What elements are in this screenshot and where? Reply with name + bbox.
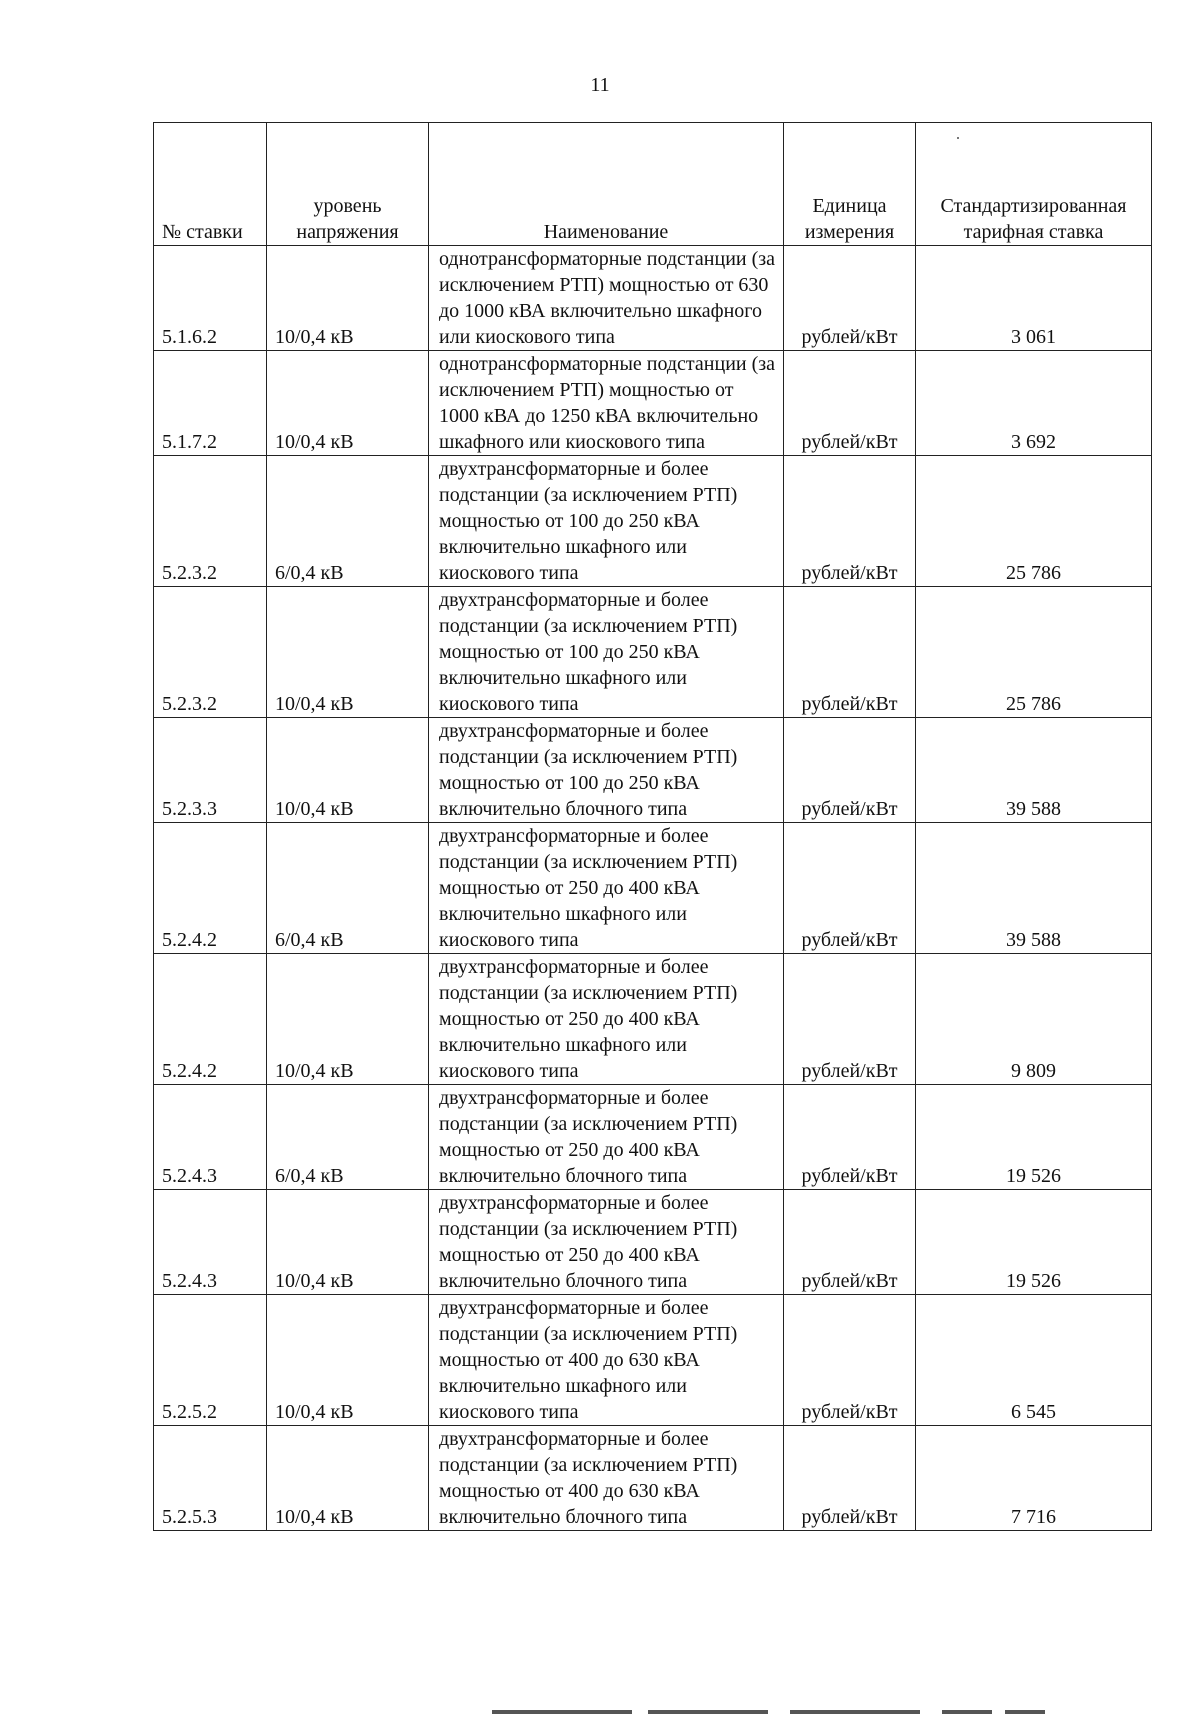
cell-unit: рублей/кВт xyxy=(784,1190,916,1295)
cell-name: однотрансформаторные подстанции (за исключением РТП) мощностью от 1000 кВА до 1250 кВА включительно шкафного или киоскового типа xyxy=(429,351,784,456)
cell-unit: рублей/кВт xyxy=(784,954,916,1085)
header-num: № ставки xyxy=(154,123,267,246)
cell-name: двухтрансформаторные и более подстанции (за исключением РТП) мощностью от 400 до 630 кВА включительно блочного типа xyxy=(429,1426,784,1531)
cell-rate: 6 545 xyxy=(916,1295,1152,1426)
scan-artifact xyxy=(1005,1710,1045,1714)
cell-unit: рублей/кВт xyxy=(784,1295,916,1426)
cell-name: двухтрансформаторные и более подстанции (за исключением РТП) мощностью от 250 до 400 кВА включительно шкафного или киоскового типа xyxy=(429,823,784,954)
cell-voltage: 6/0,4 кВ xyxy=(267,1085,429,1190)
cell-num: 5.2.3.2 xyxy=(154,587,267,718)
table-row xyxy=(154,718,1152,823)
cell-unit: рублей/кВт xyxy=(784,456,916,587)
page-number: 11 xyxy=(590,74,610,96)
header-row xyxy=(154,123,1152,246)
cell-num: 5.2.4.3 xyxy=(154,1190,267,1295)
cell-voltage: 10/0,4 кВ xyxy=(267,1295,429,1426)
cell-rate: 39 588 xyxy=(916,718,1152,823)
scan-artifact xyxy=(942,1710,992,1714)
cell-name: двухтрансформаторные и более подстанции (за исключением РТП) мощностью от 400 до 630 кВА включительно шкафного или киоскового типа xyxy=(429,1295,784,1426)
table-row xyxy=(154,1190,1152,1295)
table-row xyxy=(154,1295,1152,1426)
cell-voltage: 10/0,4 кВ xyxy=(267,587,429,718)
table-header xyxy=(154,123,1152,246)
header-name: Наименование xyxy=(429,123,784,246)
table-row xyxy=(154,1426,1152,1531)
cell-num: 5.2.4.2 xyxy=(154,954,267,1085)
table-body xyxy=(154,246,1152,1531)
cell-unit: рублей/кВт xyxy=(784,823,916,954)
cell-rate: 3 692 xyxy=(916,351,1152,456)
cell-num: 5.2.4.3 xyxy=(154,1085,267,1190)
table-row xyxy=(154,954,1152,1085)
cell-rate: 19 526 xyxy=(916,1085,1152,1190)
scan-artifact xyxy=(648,1710,768,1714)
cell-rate: 25 786 xyxy=(916,587,1152,718)
cell-voltage: 10/0,4 кВ xyxy=(267,351,429,456)
cell-num: 5.2.4.2 xyxy=(154,823,267,954)
cell-name: двухтрансформаторные и более подстанции (за исключением РТП) мощностью от 250 до 400 кВА включительно блочного типа xyxy=(429,1085,784,1190)
cell-voltage: 6/0,4 кВ xyxy=(267,456,429,587)
scan-artifact xyxy=(790,1710,920,1714)
cell-name: двухтрансформаторные и более подстанции (за исключением РТП) мощностью от 250 до 400 кВА включительно шкафного или киоскового типа xyxy=(429,954,784,1085)
cell-rate: 39 588 xyxy=(916,823,1152,954)
cell-name: двухтрансформаторные и более подстанции (за исключением РТП) мощностью от 100 до 250 кВА включительно блочного типа xyxy=(429,718,784,823)
cell-num: 5.1.6.2 xyxy=(154,246,267,351)
cell-num: 5.2.3.2 xyxy=(154,456,267,587)
cell-voltage: 10/0,4 кВ xyxy=(267,718,429,823)
cell-unit: рублей/кВт xyxy=(784,351,916,456)
cell-unit: рублей/кВт xyxy=(784,1085,916,1190)
cell-rate: 25 786 xyxy=(916,456,1152,587)
cell-rate: 3 061 xyxy=(916,246,1152,351)
tariff-table xyxy=(153,122,1152,1531)
header-voltage: уровень напряжения xyxy=(267,123,429,246)
cell-name: двухтрансформаторные и более подстанции (за исключением РТП) мощностью от 100 до 250 кВА включительно шкафного или киоскового типа xyxy=(429,587,784,718)
cell-num: 5.2.5.3 xyxy=(154,1426,267,1531)
cell-rate: 7 716 xyxy=(916,1426,1152,1531)
cell-voltage: 6/0,4 кВ xyxy=(267,823,429,954)
table-row xyxy=(154,587,1152,718)
cell-name: двухтрансформаторные и более подстанции (за исключением РТП) мощностью от 100 до 250 кВА включительно шкафного или киоскового типа xyxy=(429,456,784,587)
cell-rate: 9 809 xyxy=(916,954,1152,1085)
table-row xyxy=(154,1085,1152,1190)
cell-rate: 19 526 xyxy=(916,1190,1152,1295)
cell-voltage: 10/0,4 кВ xyxy=(267,1190,429,1295)
table-row xyxy=(154,351,1152,456)
cell-unit: рублей/кВт xyxy=(784,718,916,823)
scan-artifact xyxy=(492,1710,632,1714)
cell-num: 5.2.3.3 xyxy=(154,718,267,823)
header-rate: Стандартизированная тарифная ставка xyxy=(916,123,1152,246)
cell-num: 5.1.7.2 xyxy=(154,351,267,456)
cell-name: однотрансформаторные подстанции (за исключением РТП) мощностью от 630 до 1000 кВА включительно шкафного или киоскового типа xyxy=(429,246,784,351)
cell-voltage: 10/0,4 кВ xyxy=(267,1426,429,1531)
cell-name: двухтрансформаторные и более подстанции (за исключением РТП) мощностью от 250 до 400 кВА включительно блочного типа xyxy=(429,1190,784,1295)
cell-unit: рублей/кВт xyxy=(784,246,916,351)
table-row xyxy=(154,456,1152,587)
table-row xyxy=(154,823,1152,954)
cell-voltage: 10/0,4 кВ xyxy=(267,246,429,351)
cell-unit: рублей/кВт xyxy=(784,587,916,718)
cell-num: 5.2.5.2 xyxy=(154,1295,267,1426)
cell-unit: рублей/кВт xyxy=(784,1426,916,1531)
cell-voltage: 10/0,4 кВ xyxy=(267,954,429,1085)
header-unit: Единица измерения xyxy=(784,123,916,246)
table-row xyxy=(154,246,1152,351)
